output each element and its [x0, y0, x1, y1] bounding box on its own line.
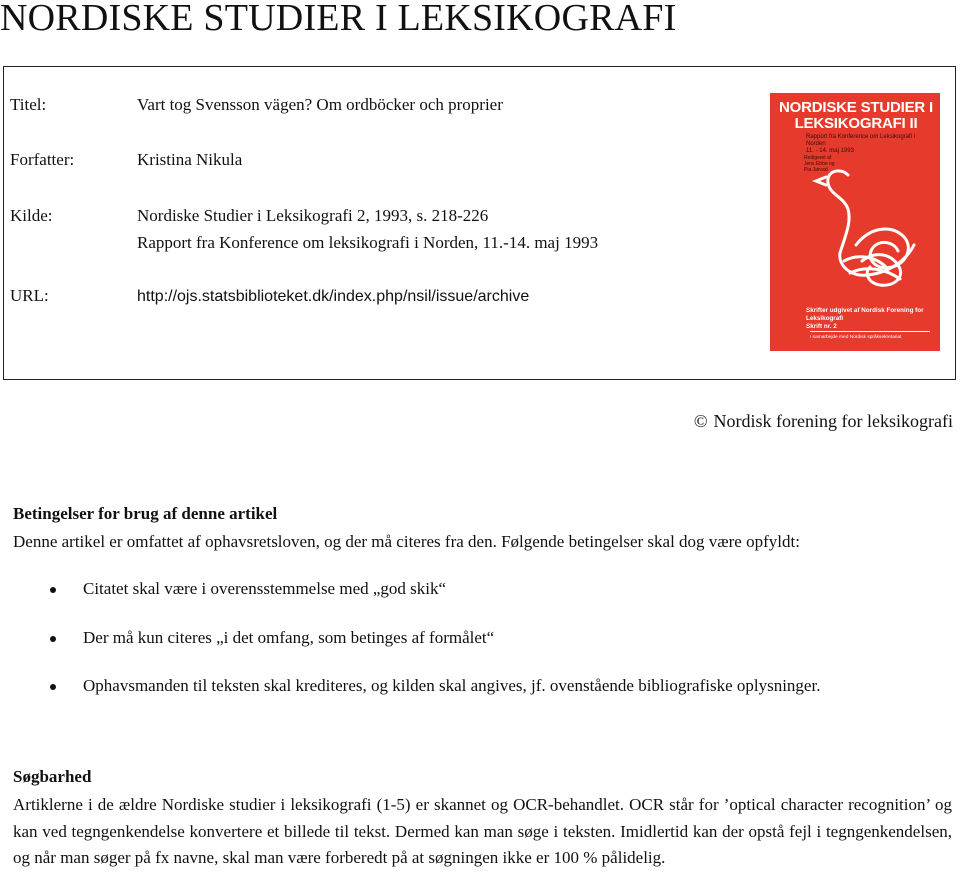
bullet-icon — [50, 684, 56, 690]
cover-title: NORDISKE STUDIER I LEKSIKOGRAFI II — [779, 99, 933, 132]
bullet-icon — [50, 636, 56, 642]
title-label: Titel: — [10, 95, 47, 114]
page-title: NORDISKE STUDIER I LEKSIKOGRAFI — [0, 0, 677, 39]
url-label: URL: — [10, 286, 49, 305]
terms-bullet-2: Der må kun citeres „i det omfang, som betinges af formålet“ — [83, 628, 495, 647]
swan-logo-icon — [810, 161, 938, 293]
terms-intro: Denne artikel er omfattet af ophavsretsloven, og der må citeres fra den. Følgende betingelser skal dog være opfyldt: — [13, 532, 800, 551]
title-value: Vart tog Svensson vägen? Om ordböcker och proprier — [137, 95, 503, 114]
copyright-icon: © — [693, 411, 708, 431]
cover-note: I samarbejde med Nordisk språksekretariat — [810, 335, 902, 340]
source-label: Kilde: — [10, 206, 53, 225]
bullet-icon — [50, 587, 56, 593]
copyright-holder: Nordisk forening for leksikografi — [713, 411, 953, 431]
source-line-2: Rapport fra Konference om leksikografi i Norden, 11.-14. maj 1993 — [137, 233, 599, 252]
journal-cover-image — [770, 93, 940, 351]
terms-bullet-3: Ophavsmanden til teksten skal krediteres, og kilden skal angives, jf. ovenstående bibliografiske oplysninger. — [83, 676, 821, 695]
cover-subtitle: Rapport fra Konference om Leksikografi i Norden 11. - 14. maj 1993 — [806, 134, 916, 154]
cover-divider — [810, 331, 930, 332]
terms-heading: Betingelser for brug af denne artikel — [13, 504, 278, 523]
author-value: Kristina Nikula — [137, 150, 243, 169]
url-link[interactable]: http://ojs.statsbiblioteket.dk/index.php/nsil/issue/archive — [137, 288, 530, 305]
terms-bullet-1: Citatet skal være i overensstemmelse med „god skik“ — [83, 579, 447, 598]
cover-editors: Redigeret af Jens Ebbe og Pia Jarvad — [804, 155, 835, 173]
source-line-1: Nordiske Studier i Leksikografi 2, 1993, s. 218-226 — [137, 206, 489, 225]
cover-footer: Skrifter udgivet af Nordisk Forening for Leksikografi Skrift nr. 2 — [806, 307, 924, 330]
author-label: Forfatter: — [10, 150, 75, 169]
search-body: Artiklerne i de ældre Nordiske studier i leksikografi (1-5) er skannet og OCR-behandlet. OCR står for ’optical character recognition’ og kan ved tegngenkendelse konvertere et billede til tekst. Dermed kan man søge i teksten. Imidlertid kan der opstå fejl i tegngenkendelsen, og når man søger på fx navne, skal man være forberedt på at søgningen ikke er 100 % pålidelig. — [13, 795, 952, 867]
search-heading: Søgbarhed — [13, 767, 92, 786]
copyright-notice — [694, 408, 953, 434]
